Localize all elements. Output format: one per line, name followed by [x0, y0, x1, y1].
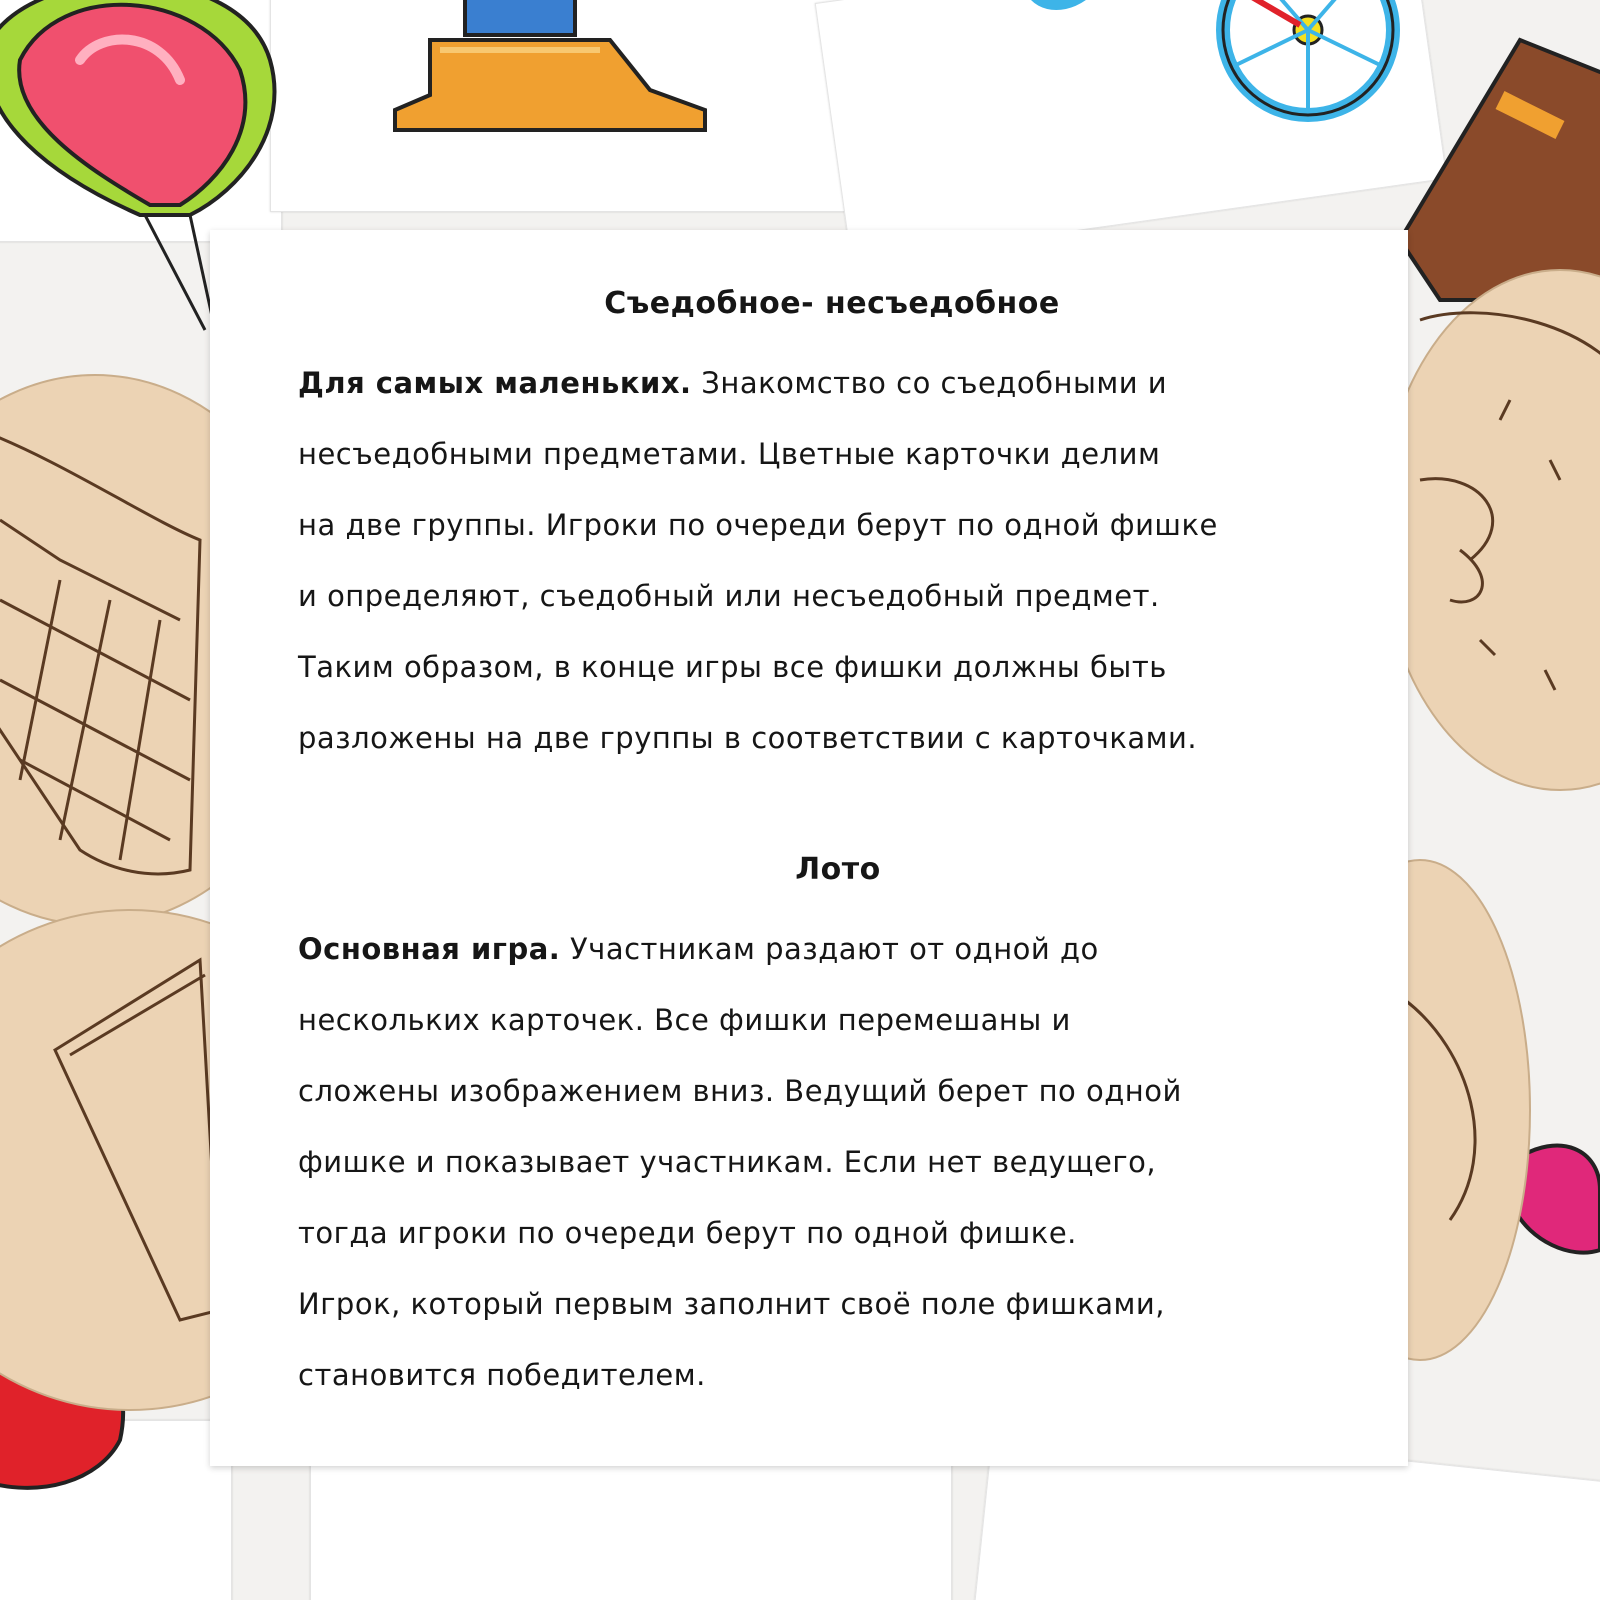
section-title-edible: Съедобное- несъедобное	[604, 286, 1060, 321]
section-lotto-lead: Основная игра.	[298, 932, 561, 966]
section-edible-line-5: Таким образом, в конце игры все фишки должны быть	[298, 650, 1167, 684]
section-edible-line-2: несъедобными предметами. Цветные карточки делим	[298, 437, 1161, 471]
bicycle-wheel-illustration	[1030, 0, 1393, 115]
section-gap	[298, 774, 1378, 844]
section-lotto-line-1: Основная игра. Участникам раздают от одной до	[298, 932, 1099, 966]
section-lotto-line-3: сложены изображением вниз. Ведущий берет по одной	[298, 1074, 1182, 1108]
section-edible-line-3: на две группы. Игроки по очереди берут по одной фишке	[298, 508, 1218, 542]
wooden-chip-donut	[1380, 270, 1600, 790]
section-lotto-line-5: тогда игроки по очереди берут по одной фишке.	[298, 1216, 1077, 1250]
section-edible-lead: Для самых маленьких.	[298, 366, 692, 400]
section-lotto-line-7: становится победителем.	[298, 1358, 706, 1392]
section-edible-line-4: и определяют, съедобный или несъедобный предмет.	[298, 579, 1160, 613]
section-edible-line-1: Для самых маленьких. Знакомство со съедобными и	[298, 366, 1168, 400]
spool-illustration	[395, 0, 705, 130]
section-lotto-line-6: Игрок, который первым заполнит своё поле фишками,	[298, 1287, 1165, 1321]
instruction-card	[210, 230, 1408, 1466]
suitcase-illustration	[1400, 40, 1600, 300]
section-lotto-line-2: нескольких карточек. Все фишки перемешаны и	[298, 1003, 1071, 1037]
section-lotto-line-4: фишке и показывает участникам. Если нет ведущего,	[298, 1145, 1157, 1179]
section-edible-line-6: разложены на две группы в соответствии с карточками.	[298, 721, 1198, 755]
instruction-text	[298, 278, 1378, 1411]
section-title-lotto: Лото	[795, 852, 881, 887]
